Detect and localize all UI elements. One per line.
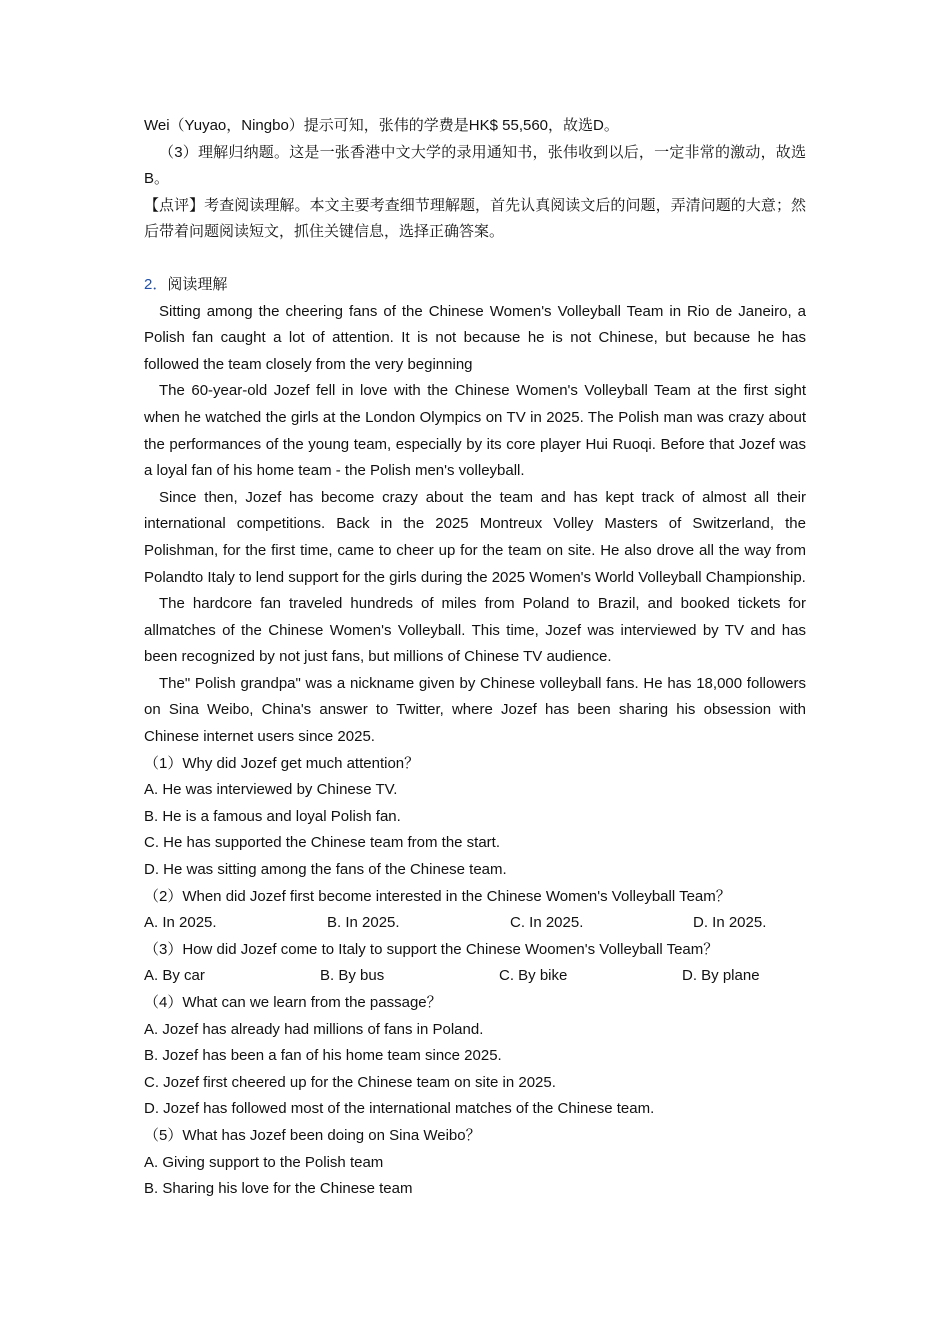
previous-answer-line-1: Wei（Yuyao，Ningbo）提示可知，张伟的学费是HK$ 55,560，故选D。 <box>144 117 619 134</box>
question-3-option-c: C. By bike <box>499 967 568 985</box>
document-page <box>144 113 806 1203</box>
question-5-option-b: B. Sharing his love for the Chinese team <box>144 1180 413 1198</box>
section-heading <box>144 272 806 299</box>
passage-paragraph-1: Sitting among the cheering fans of the Chinese Women's Volleyball Team in Rio de Janeiro, a Polish fan caught a lot of attention. It is not because he is not Chinese, but because he has followed the team closely from the very beginning <box>144 302 806 373</box>
question-4-option-b: B. Jozef has been a fan of his home team since 2025. <box>144 1047 502 1065</box>
question-5-option-a: A. Giving support to the Polish team <box>144 1153 384 1171</box>
question-3-option-a: A. By car <box>144 967 205 985</box>
question-2-option-c: C. In 2025. <box>510 914 584 932</box>
section-number: 2． <box>144 275 168 293</box>
question-2-options <box>144 910 806 937</box>
question-4-stem: （4）What can we learn from the passage？ <box>144 994 442 1011</box>
question-5-stem: （5）What has Jozef been doing on Sina Weibo？ <box>144 1126 481 1144</box>
passage-paragraph-3: Since then, Jozef has become crazy about the team and has kept track of almost all their international competitions. Back in the 2025 Montreux Volley Masters of Switzerland, the Polishman, for the first time, came to cheer up for the team on site. He also drove all the way from Polandto Italy to lend support for the girls during the 2025 Women's World Volleyball Championship. <box>144 488 806 586</box>
question-1-option-c: C. He has supported the Chinese team from the start. <box>144 834 501 852</box>
question-3-option-b: B. By bus <box>320 967 385 985</box>
question-2-option-a: A. In 2025. <box>144 914 217 932</box>
question-2-option-b: B. In 2025. <box>327 914 400 932</box>
question-4-option-a: A. Jozef has already had millions of fans in Poland. <box>144 1020 484 1038</box>
question-3-options <box>144 963 806 990</box>
question-4-option-c: C. Jozef first cheered up for the Chinese team on site in 2025. <box>144 1073 556 1091</box>
section-title: 阅读理解 <box>167 275 228 293</box>
question-4-option-d: D. Jozef has followed most of the international matches of the Chinese team. <box>144 1100 655 1118</box>
question-1-option-a: A. He was interviewed by Chinese TV. <box>144 781 398 799</box>
passage-paragraph-5: The" Polish grandpa" was a nickname given by Chinese volleyball fans. He has 18,000 followers on Sina Weibo, China's answer to Twitter, where Jozef has been sharing his obsession with Chinese internet users since 2025. <box>144 674 806 746</box>
passage-paragraph-4: The hardcore fan traveled hundreds of miles from Poland to Brazil, and booked tickets for allmatches of the Chinese Women's Volleyball. This time, Jozef was interviewed by TV and has been recognized by not just fans, but millions of Chinese TV audience. <box>144 595 806 666</box>
previous-answer-line-2: （3）理解归纳题。这是一张香港中文大学的录用通知书，张伟收到以后，一定非常的激动，故选B。 <box>144 143 806 188</box>
comment-paragraph: 【点评】考查阅读理解。本文主要考查细节理解题，首先认真阅读文后的问题，弄清问题的大意；然后带着问题阅读短文，抓住关键信息，选择正确答案。 <box>144 196 806 241</box>
question-1-stem: （1）Why did Jozef get much attention？ <box>144 754 420 772</box>
question-3-option-d: D. By plane <box>682 967 760 985</box>
section-gap <box>144 246 806 272</box>
passage-paragraph-2: The 60-year-old Jozef fell in love with the Chinese Women's Volleyball Team at the first sight when he watched the girls at the London Olympics on TV in 2025. The Polish man was crazy about the performances of the young team, especially by its core player Hui Ruoqi. Before that Jozef was a loyal fan of his home team - the Polish men's volleyball. <box>144 382 806 480</box>
question-3-stem: （3）How did Jozef come to Italy to support the Chinese Woomen's Volleyball Team？ <box>144 940 719 958</box>
question-1-option-d: D. He was sitting among the fans of the Chinese team. <box>144 861 507 879</box>
question-2-stem: （2）When did Jozef first become interested in the Chinese Women's Volleyball Team？ <box>144 887 731 905</box>
question-2-option-d: D. In 2025. <box>693 914 767 932</box>
question-1-option-b: B. He is a famous and loyal Polish fan. <box>144 807 401 825</box>
